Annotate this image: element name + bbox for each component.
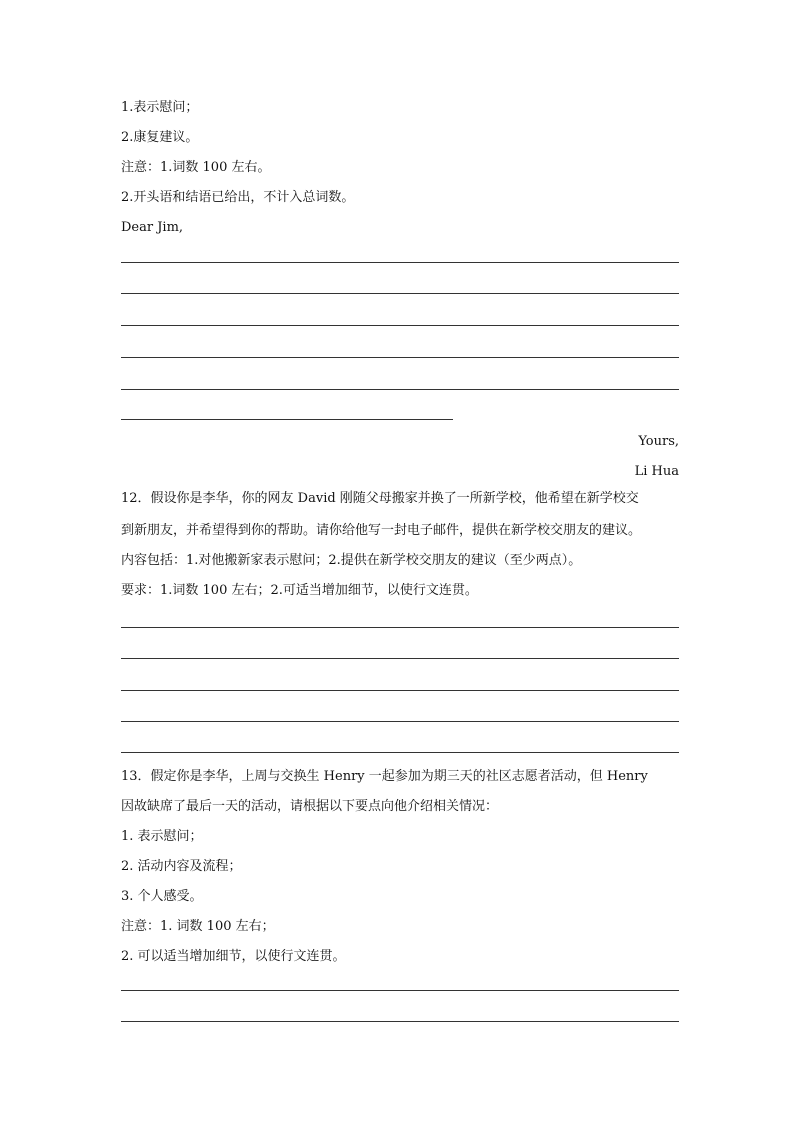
closing: Yours, bbox=[638, 434, 679, 449]
answer-line bbox=[121, 690, 679, 691]
instruction-line: 2.康复建议。 bbox=[121, 130, 199, 145]
question-13-note: 注意：1. 词数 100 左右； bbox=[121, 919, 275, 934]
answer-line bbox=[121, 325, 679, 326]
question-12-text: 到新朋友，并希望得到你的帮助。请你给他写一封电子邮件，提供在新学校交朋友的建议。 bbox=[121, 523, 642, 538]
question-13-note: 2. 可以适当增加细节，以使行文连贯。 bbox=[121, 949, 346, 964]
answer-line bbox=[121, 721, 679, 722]
question-13-text: 因故缺席了最后一天的活动，请根据以下要点向他介绍相关情况： bbox=[121, 799, 499, 814]
question-12-content: 内容包括：1.对他搬新家表示慰问；2.提供在新学校交朋友的建议（至少两点）。 bbox=[121, 553, 582, 568]
salutation: Dear Jim, bbox=[121, 220, 184, 235]
question-13-point: 1. 表示慰问； bbox=[121, 829, 203, 844]
note-line: 2.开头语和结语已给出，不计入总词数。 bbox=[121, 190, 355, 205]
answer-line bbox=[121, 419, 453, 420]
signature: Li Hua bbox=[634, 464, 679, 479]
answer-line bbox=[121, 293, 679, 294]
answer-line bbox=[121, 627, 679, 628]
question-13-text: 13．假定你是李华，上周与交换生 Henry 一起参加为期三天的社区志愿者活动，但 Henry bbox=[121, 769, 648, 784]
answer-line bbox=[121, 262, 679, 263]
question-13-point: 3. 个人感受。 bbox=[121, 889, 203, 904]
answer-line bbox=[121, 357, 679, 358]
answer-line bbox=[121, 658, 679, 659]
question-12-requirement: 要求：1.词数 100 左右；2.可适当增加细节，以使行文连贯。 bbox=[121, 583, 478, 598]
note-line: 注意：1.词数 100 左右。 bbox=[121, 160, 271, 175]
question-13-point: 2. 活动内容及流程； bbox=[121, 859, 242, 874]
instruction-line: 1.表示慰问； bbox=[121, 100, 199, 115]
answer-line bbox=[121, 1021, 679, 1022]
question-12-text: 12．假设你是李华，你的网友 David 刚随父母搬家并换了一所新学校，他希望在新学校交 bbox=[121, 491, 639, 506]
answer-line bbox=[121, 990, 679, 991]
answer-line bbox=[121, 752, 679, 753]
answer-line bbox=[121, 389, 679, 390]
